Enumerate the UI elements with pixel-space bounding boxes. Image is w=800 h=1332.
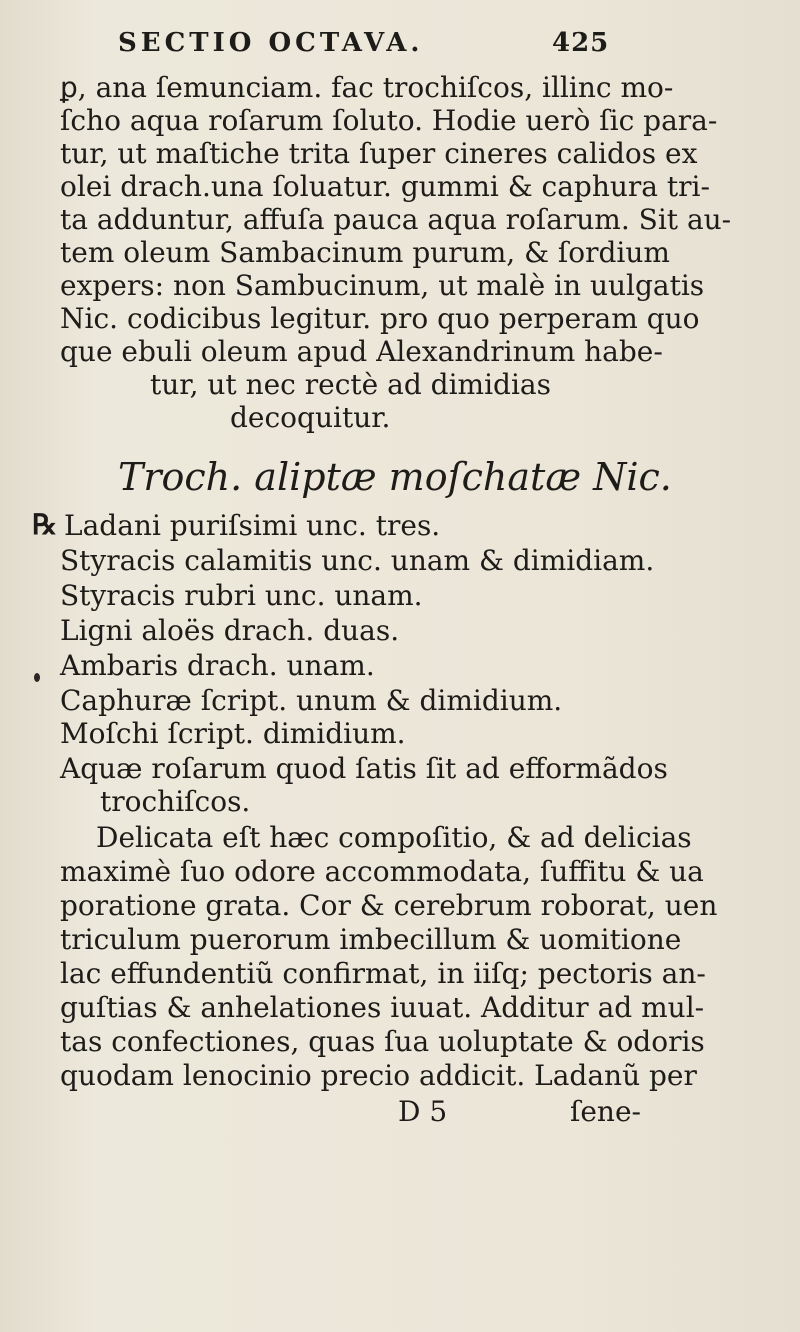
ingredient-line: Aquæ roſarum quod ſatis ſit ad efformãdos xyxy=(60,752,668,785)
text-line: tur, ut nec rectè ad dimidias xyxy=(150,368,551,401)
running-title: SECTIO OCTAVA. xyxy=(118,28,424,58)
text-line: ꝑ, ana ſemunciam. fac trochiſcos, illinc mo- xyxy=(60,71,674,104)
ingredient-line: Ladani puriſsimi unc. tres. xyxy=(64,509,441,542)
ingredient-line: trochiſcos. xyxy=(100,785,251,818)
ink-speck xyxy=(34,673,40,682)
text-line: lac effundentiũ confirmat, in iiſq; pectoris an- xyxy=(60,957,706,990)
text-line: Delicata eſt hæc compoſitio, & ad delicias xyxy=(96,821,692,854)
text-line: que ebuli oleum apud Alexandrinum habe- xyxy=(60,335,663,368)
text-line: ſcho aqua roſarum ſoluto. Hodie uerò ſic para- xyxy=(60,104,718,137)
ingredient-line: Styracis rubri unc. unam. xyxy=(60,579,423,612)
signature-mark: D 5 xyxy=(398,1095,448,1128)
text-line: expers: non Sambucinum, ut malè in uulgatis xyxy=(60,269,705,302)
text-line: tur, ut maſtiche trita ſuper cineres calidos ex xyxy=(60,137,698,170)
page-number: 425 xyxy=(552,28,610,58)
text-line: guſtias & anhelationes iuuat. Additur ad mul- xyxy=(60,991,705,1024)
text-line: poratione grata. Cor & cerebrum roborat, uen xyxy=(60,889,718,922)
ingredient-line: Caphuræ ſcript. unum & dimidium. xyxy=(60,684,563,717)
text-line: decoquitur. xyxy=(230,401,391,434)
ingredient-line: Moſchi ſcript. dimidium. xyxy=(60,717,406,750)
ingredient-line: Ligni aloës drach. duas. xyxy=(60,614,400,647)
ingredient-line: Styracis calamitis unc. unam & dimidiam. xyxy=(60,544,655,577)
text-line: quodam lenocinio precio addicit. Ladanũ per xyxy=(60,1059,697,1092)
text-line: maximè ſuo odore accommodata, ſuffitu & ua xyxy=(60,855,704,888)
catchword: ſene- xyxy=(570,1095,641,1128)
text-line: tem oleum Sambacinum purum, & ſordium xyxy=(60,236,670,269)
ingredient-line: Ambaris drach. unam. xyxy=(60,649,375,682)
text-line: triculum puerorum imbecillum & uomitione xyxy=(60,923,682,956)
text-line: olei drach.una ſoluatur. gummi & caphura tri- xyxy=(60,170,710,203)
text-line: tas confectiones, quas ſua uoluptate & odoris xyxy=(60,1025,705,1058)
recipe-icon: ℞ xyxy=(32,508,58,541)
text-line: ta adduntur, affuſa pauca aqua roſarum. Sit au- xyxy=(60,203,732,236)
text-line: Nic. codicibus legitur. pro quo perperam quo xyxy=(60,302,700,335)
recipe-title: Troch. aliptæ moſchatæ Nic. xyxy=(118,455,672,499)
